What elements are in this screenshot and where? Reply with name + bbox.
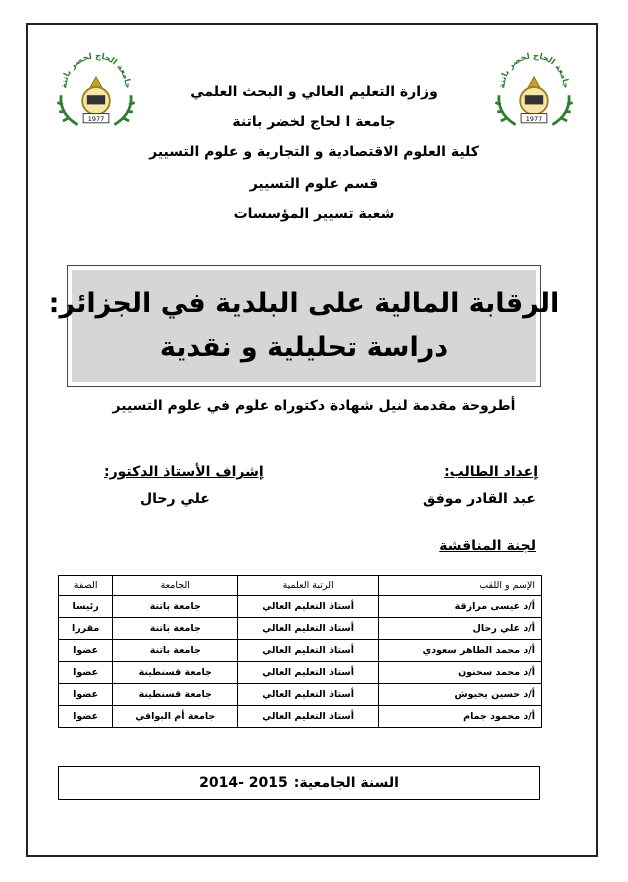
university-name: جامعة ا لحاج لخضر باتنة [232,114,396,130]
member-name: أ/د محمد الطاهر سعودي [379,640,542,662]
table-row [59,684,542,706]
column-header-university: الجامعة [113,576,238,596]
thesis-title-line-2: دراسة تحليلية و نقدية [159,332,449,363]
thesis-title-box [48,265,560,387]
committee-label: لجنة المناقشة [439,538,536,554]
member-name: أ/د محمد سحنون [379,662,542,684]
member-university: جامعة قسنطينة [113,662,238,684]
member-university: جامعة قسنطينة [113,684,238,706]
member-name: أ/د علي رحال [379,618,542,640]
member-university: جامعة أم البواقي [113,706,238,728]
column-header-name: الإسم و اللقب [379,576,542,596]
member-name: أ/د محمود جمام [379,706,542,728]
member-role: عضوا [59,706,113,728]
academic-year-value: 2014- 2015 [199,775,288,791]
column-header-role: الصفة [59,576,113,596]
member-role: عضوا [59,662,113,684]
table-row [59,596,542,618]
member-rank: أستاذ التعليم العالي [238,618,379,640]
member-university: جامعة باتنة [113,640,238,662]
svg-text:1977: 1977 [87,114,105,123]
department-name: قسم علوم التسيير [249,176,379,192]
table-header-row [59,576,542,596]
thesis-subtitle: أطروحة مقدمة لنيل شهادة دكتوراه علوم في علوم التسيير [112,398,516,414]
supervisor-label: إشراف الأستاذ الدكتور: [104,464,264,480]
member-name: أ/د حسين يحيوش [379,684,542,706]
student-name: عبد القادر موفق [423,491,536,507]
member-rank: أستاذ التعليم العالي [238,596,379,618]
member-role: عضوا [59,640,113,662]
branch-name: شعبة تسيير المؤسسات [233,206,395,222]
svg-text:جامعة الحاج لخضر باتنة: جامعة الحاج لخضر باتنة [496,50,572,89]
student-label: إعداد الطالب: [444,464,538,480]
member-name: أ/د عيسى مرازقة [379,596,542,618]
table-row [59,640,542,662]
member-university: جامعة باتنة [113,596,238,618]
academic-year-box [58,766,540,800]
committee-table [58,575,542,728]
thesis-title-line-1: الرقابة المالية على البلدية في الجزائر: [48,288,560,319]
table-row [59,706,542,728]
member-rank: أستاذ التعليم العالي [238,706,379,728]
member-role: رئيسا [59,596,113,618]
ministry-name: وزارة التعليم العالي و البحث العلمي [190,84,438,100]
supervisor-name: علي رحال [140,491,210,507]
member-role: عضوا [59,684,113,706]
table-row [59,662,542,684]
svg-text:1977: 1977 [525,114,543,123]
faculty-name: كلية العلوم الاقتصادية و التجارية و علوم التسيير [149,144,479,160]
column-header-rank: الرتبة العلمية [238,576,379,596]
member-rank: أستاذ التعليم العالي [238,684,379,706]
member-rank: أستاذ التعليم العالي [238,662,379,684]
svg-text:جامعة الحاج لخضر باتنة: جامعة الحاج لخضر باتنة [58,50,134,89]
member-rank: أستاذ التعليم العالي [238,640,379,662]
table-row [59,618,542,640]
academic-year-label: السنة الجامعية: [293,775,399,791]
member-role: مقررا [59,618,113,640]
member-university: جامعة باتنة [113,618,238,640]
